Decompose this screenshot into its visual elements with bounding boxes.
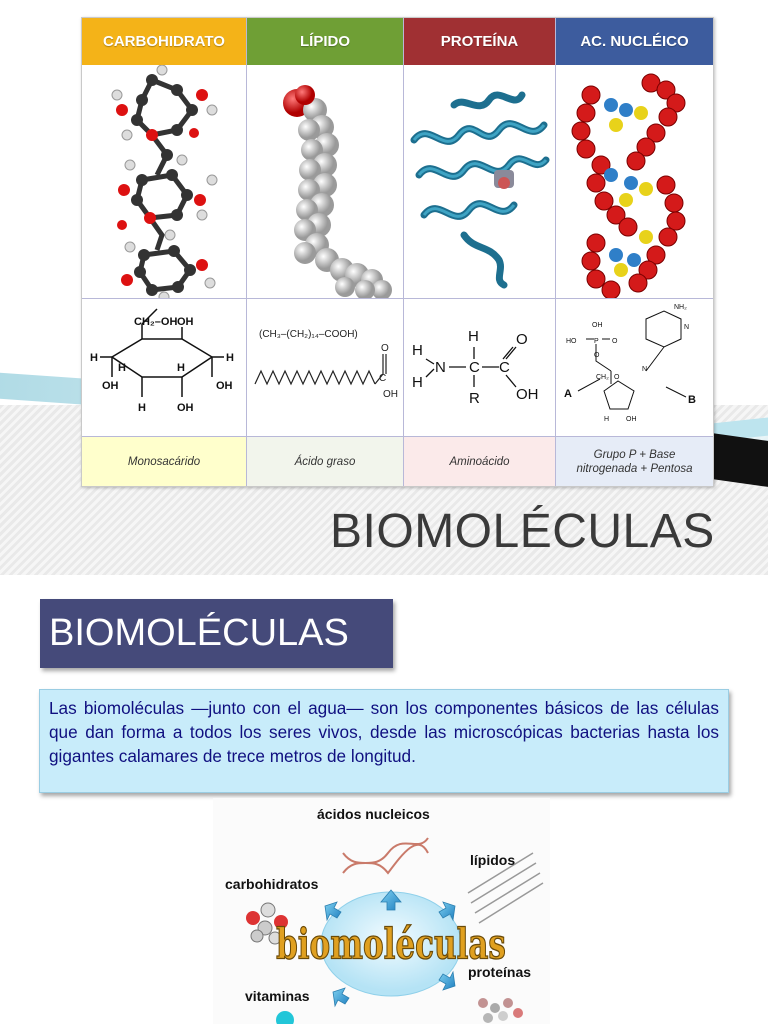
biomolecules-diagram [213, 798, 550, 1024]
glucose-oh-label: OH [177, 402, 194, 414]
diagram-label-vitamins: vitaminas [245, 988, 310, 1004]
slide-2 [0, 576, 768, 1024]
nucleic-acid-3d-model [556, 65, 713, 299]
nucleotide-h-label: H [604, 416, 610, 423]
amino-h-label: H [412, 374, 423, 391]
slide-2-title: BIOMOLÉCULAS [40, 599, 393, 668]
glucose-structure [82, 299, 246, 437]
column-nucleic-acid [556, 18, 713, 486]
column-protein [404, 18, 556, 486]
diagram-label-lipids: lípidos [470, 852, 516, 868]
amino-h-label: H [468, 328, 479, 345]
nucleotide-p-label: P [594, 338, 599, 345]
fatty-acid-c-label: C [379, 373, 387, 384]
nucleotide-o-label: O [614, 374, 620, 381]
nucleotide-oh-label: OH [626, 416, 637, 423]
slide-1-title: BIOMOLÉCULAS [330, 505, 715, 558]
nucleotide-n-label: N [684, 324, 690, 331]
diagram-center-label: biomoléculas [276, 918, 506, 969]
footer-carbohydrate-text: Monosacárido [127, 455, 201, 468]
glucose-oh-label: OH [216, 380, 233, 392]
nucleotide-oh-label: OH [592, 322, 603, 329]
nucleotide-a-label: A [564, 388, 572, 400]
glucose-h-label: H [177, 362, 185, 374]
nucleotide-nh2-label: NH₂ [674, 304, 687, 311]
biomolecule-table [81, 17, 714, 487]
header-nucleic-acid: AC. NUCLÉICO [556, 18, 713, 65]
amino-c-label: C [499, 359, 510, 376]
footer-protein-text: Aminoácido [449, 455, 510, 468]
amino-r-label: R [469, 390, 480, 407]
diagram-label-proteins: proteínas [468, 964, 532, 980]
footer-protein [404, 437, 555, 486]
nucleotide-b-label: B [688, 394, 696, 406]
header-carbohydrate: CARBOHIDRATO [82, 18, 246, 65]
intro-paragraph: Las biomoléculas —junto con el agua— son los componentes básicos de las células que dan forma a todos los seres vivos, desde las microscópicas bacterias hasta los gigantes calamares de trece metros de longitud. [39, 689, 729, 793]
nucleotide-o-label: O [594, 352, 600, 359]
amino-c-label: C [469, 359, 480, 376]
glucose-oh-label: OH [102, 380, 119, 392]
amino-oh-label: OH [516, 386, 539, 403]
carbohydrate-3d-model [82, 65, 246, 299]
glucose-ch2oh-label: CH₂–OH [134, 316, 178, 328]
fatty-acid-structure [247, 299, 403, 437]
column-carbohydrate [82, 18, 247, 486]
lipid-3d-model [247, 65, 403, 299]
nucleotide-n-label: N [642, 366, 648, 373]
header-lipid: LÍPIDO [247, 18, 403, 65]
protein-3d-model [404, 65, 555, 299]
nucleotide-structure [556, 299, 713, 437]
amino-h-label: H [412, 342, 423, 359]
glucose-h-label: H [138, 402, 146, 414]
nucleotide-o-label: O [612, 338, 618, 345]
column-lipid [247, 18, 404, 486]
footer-lipid [247, 437, 403, 486]
glucose-oh-label: OH [177, 316, 194, 328]
header-protein: PROTEÍNA [404, 18, 555, 65]
diagram-label-nucleic-acids: ácidos nucleicos [317, 806, 430, 822]
fatty-acid-formula: (CH₃–(CH₂)₁₄–COOH) [259, 329, 358, 340]
footer-lipid-text: Ácido graso [294, 455, 356, 468]
amino-n-label: N [435, 359, 446, 376]
glucose-h-label: H [118, 362, 126, 374]
glucose-h-label: H [90, 352, 98, 364]
fatty-acid-oh-label: OH [383, 389, 398, 400]
footer-carbohydrate [82, 437, 246, 486]
nucleotide-ho-label: HO [566, 338, 577, 345]
diagram-label-carbohydrates: carbohidratos [225, 876, 319, 892]
amino-o-label: O [516, 331, 528, 348]
amino-acid-structure [404, 299, 555, 437]
footer-nucleic-acid-text: Grupo P + Base nitrogenada + Pentosa [576, 448, 693, 475]
glucose-h-label: H [226, 352, 234, 364]
footer-nucleic-acid [556, 437, 713, 486]
fatty-acid-o-label: O [381, 343, 389, 354]
nucleotide-ch2-label: CH₂ [596, 374, 609, 381]
